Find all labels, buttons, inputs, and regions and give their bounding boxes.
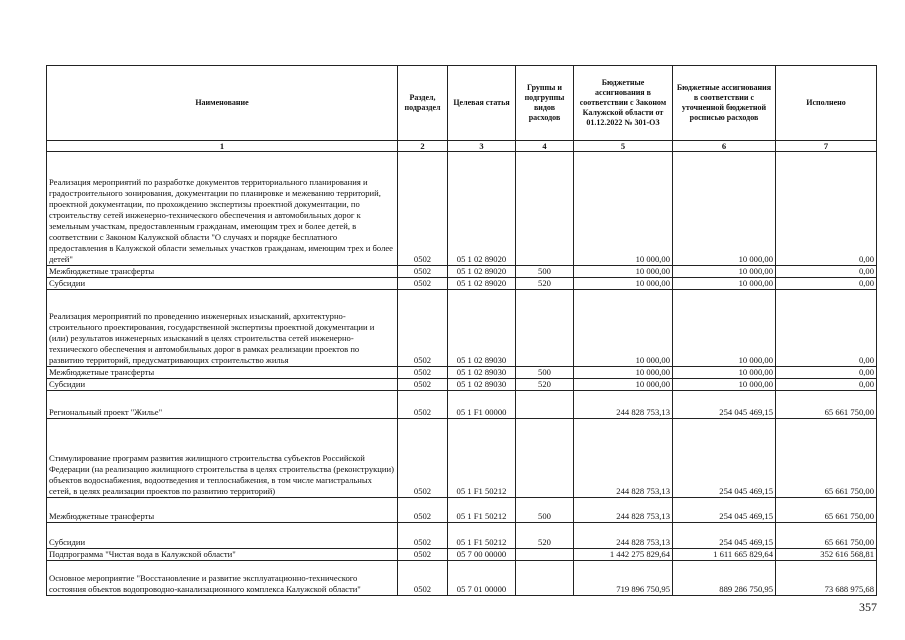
budget-table bbox=[46, 65, 877, 596]
row-section: 0502 bbox=[398, 523, 448, 549]
row-executed: 0,00 bbox=[776, 367, 877, 379]
row-law: 10 000,00 bbox=[574, 152, 673, 266]
row-name: Реализация мероприятий по проведению инженерных изысканий, архитектурно-строительного проектирования, государственной экспертизы проектной документации и (или) результатов инженерных изысканий в целях строительства сетей инженерно-технического обеспечения и автомобильных дорог в рамках реализации проектов по развитию территорий, предусматривающих строительство жилья bbox=[47, 290, 398, 367]
table-row bbox=[47, 419, 877, 498]
row-law: 244 828 753,13 bbox=[574, 498, 673, 523]
row-group: 500 bbox=[516, 498, 574, 523]
row-target: 05 1 02 89020 bbox=[448, 152, 516, 266]
column-number: 5 bbox=[574, 141, 673, 152]
column-number: 7 bbox=[776, 141, 877, 152]
table-row bbox=[47, 367, 877, 379]
row-law: 244 828 753,13 bbox=[574, 523, 673, 549]
row-executed: 0,00 bbox=[776, 152, 877, 266]
column-number-row bbox=[47, 141, 877, 152]
table-row bbox=[47, 379, 877, 391]
row-name: Стимулирование программ развития жилищного строительства субъектов Российской Федерации (на реализацию жилищного строительства в целях строительства (реконструкции) объектов водоснабжения, водоотведения и теплоснабжения, в том числе магистральных сетей, в целях реализации проектов по развитию территорий) bbox=[47, 419, 398, 498]
row-group bbox=[516, 152, 574, 266]
row-section: 0502 bbox=[398, 379, 448, 391]
row-law: 10 000,00 bbox=[574, 278, 673, 290]
row-executed: 0,00 bbox=[776, 290, 877, 367]
row-target: 05 1 F1 00000 bbox=[448, 391, 516, 419]
row-law: 10 000,00 bbox=[574, 379, 673, 391]
row-section: 0502 bbox=[398, 367, 448, 379]
row-section: 0502 bbox=[398, 419, 448, 498]
row-executed: 0,00 bbox=[776, 278, 877, 290]
table-row bbox=[47, 391, 877, 419]
row-target: 05 1 02 89030 bbox=[448, 367, 516, 379]
row-group: 520 bbox=[516, 523, 574, 549]
row-law: 10 000,00 bbox=[574, 367, 673, 379]
row-executed: 0,00 bbox=[776, 266, 877, 278]
row-executed: 65 661 750,00 bbox=[776, 523, 877, 549]
row-law: 719 896 750,95 bbox=[574, 561, 673, 596]
row-name: Межбюджетные трансферты bbox=[47, 266, 398, 278]
table-row bbox=[47, 278, 877, 290]
row-law: 10 000,00 bbox=[574, 290, 673, 367]
row-section: 0502 bbox=[398, 266, 448, 278]
row-target: 05 7 00 00000 bbox=[448, 549, 516, 561]
row-law: 1 442 275 829,64 bbox=[574, 549, 673, 561]
row-name: Подпрограмма "Чистая вода в Калужской области" bbox=[47, 549, 398, 561]
table-row bbox=[47, 523, 877, 549]
row-target: 05 1 F1 50212 bbox=[448, 498, 516, 523]
row-group bbox=[516, 391, 574, 419]
column-number: 2 bbox=[398, 141, 448, 152]
table-row bbox=[47, 549, 877, 561]
row-name: Региональный проект "Жилье" bbox=[47, 391, 398, 419]
row-target: 05 1 02 89020 bbox=[448, 278, 516, 290]
row-refined: 10 000,00 bbox=[673, 266, 776, 278]
row-name: Субсидии bbox=[47, 278, 398, 290]
row-executed: 0,00 bbox=[776, 379, 877, 391]
row-section: 0502 bbox=[398, 561, 448, 596]
table-row bbox=[47, 152, 877, 266]
row-executed: 65 661 750,00 bbox=[776, 498, 877, 523]
row-executed: 65 661 750,00 bbox=[776, 419, 877, 498]
row-group: 500 bbox=[516, 266, 574, 278]
row-section: 0502 bbox=[398, 152, 448, 266]
row-group: 520 bbox=[516, 379, 574, 391]
header-row bbox=[47, 66, 877, 141]
row-refined: 10 000,00 bbox=[673, 367, 776, 379]
header-target: Целевая статья bbox=[448, 66, 516, 141]
header-groups: Группы и подгруппы видов расходов bbox=[516, 66, 574, 141]
header-name: Наименование bbox=[47, 66, 398, 141]
row-refined: 10 000,00 bbox=[673, 278, 776, 290]
row-refined: 889 286 750,95 bbox=[673, 561, 776, 596]
header-refined: Бюджетные ассигнования в соответствии с уточненной бюджетной росписью расходов bbox=[673, 66, 776, 141]
column-number: 4 bbox=[516, 141, 574, 152]
row-executed: 352 616 568,81 bbox=[776, 549, 877, 561]
column-number: 1 bbox=[47, 141, 398, 152]
row-name: Межбюджетные трансферты bbox=[47, 367, 398, 379]
row-refined: 10 000,00 bbox=[673, 290, 776, 367]
row-refined: 10 000,00 bbox=[673, 379, 776, 391]
row-refined: 1 611 665 829,64 bbox=[673, 549, 776, 561]
row-name: Субсидии bbox=[47, 523, 398, 549]
row-refined: 254 045 469,15 bbox=[673, 391, 776, 419]
row-target: 05 1 02 89030 bbox=[448, 379, 516, 391]
row-refined: 10 000,00 bbox=[673, 152, 776, 266]
row-section: 0502 bbox=[398, 549, 448, 561]
row-name: Межбюджетные трансферты bbox=[47, 498, 398, 523]
header-law: Бюджетные ассигнования в соответствии с Законом Калужской области от 01.12.2022 № 301-ОЗ bbox=[574, 66, 673, 141]
row-group: 520 bbox=[516, 278, 574, 290]
row-refined: 254 045 469,15 bbox=[673, 498, 776, 523]
row-section: 0502 bbox=[398, 278, 448, 290]
row-group: 500 bbox=[516, 367, 574, 379]
row-name: Субсидии bbox=[47, 379, 398, 391]
row-law: 244 828 753,13 bbox=[574, 419, 673, 498]
table-row bbox=[47, 290, 877, 367]
row-section: 0502 bbox=[398, 391, 448, 419]
row-refined: 254 045 469,15 bbox=[673, 419, 776, 498]
row-executed: 65 661 750,00 bbox=[776, 391, 877, 419]
table-row bbox=[47, 561, 877, 596]
table-row bbox=[47, 498, 877, 523]
row-group bbox=[516, 561, 574, 596]
row-refined: 254 045 469,15 bbox=[673, 523, 776, 549]
table-row bbox=[47, 266, 877, 278]
column-number: 3 bbox=[448, 141, 516, 152]
row-law: 10 000,00 bbox=[574, 266, 673, 278]
row-section: 0502 bbox=[398, 498, 448, 523]
row-section: 0502 bbox=[398, 290, 448, 367]
row-target: 05 7 01 00000 bbox=[448, 561, 516, 596]
column-number: 6 bbox=[673, 141, 776, 152]
header-section: Раздел, подраздел bbox=[398, 66, 448, 141]
row-target: 05 1 02 89020 bbox=[448, 266, 516, 278]
header-executed: Исполнено bbox=[776, 66, 877, 141]
row-target: 05 1 02 89030 bbox=[448, 290, 516, 367]
row-executed: 73 688 975,68 bbox=[776, 561, 877, 596]
row-group bbox=[516, 290, 574, 367]
row-group bbox=[516, 419, 574, 498]
row-target: 05 1 F1 50212 bbox=[448, 523, 516, 549]
row-name: Реализация мероприятий по разработке документов территориального планирования и градостроительного зонирования, документации по планировке и межеванию территорий, проектной документации, по прохождению экспертизы проектной документации, по строительству сетей инженерно-технического обеспечения и автомобильных дорог к земельным участкам, предоставленным гражданам, имеющим трех и более детей, в соответствии с Законом Калужской области "О случаях и порядке бесплатного предоставления в Калужской области земельных участков гражданам, имеющим трех и более детей" bbox=[47, 152, 398, 266]
row-law: 244 828 753,13 bbox=[574, 391, 673, 419]
row-name: Основное мероприятие "Восстановление и развитие эксплуатационно-технического состояния объектов водопроводно-канализационного комплекса Калужской области" bbox=[47, 561, 398, 596]
page-number: 357 bbox=[859, 600, 877, 614]
row-group bbox=[516, 549, 574, 561]
row-target: 05 1 F1 50212 bbox=[448, 419, 516, 498]
